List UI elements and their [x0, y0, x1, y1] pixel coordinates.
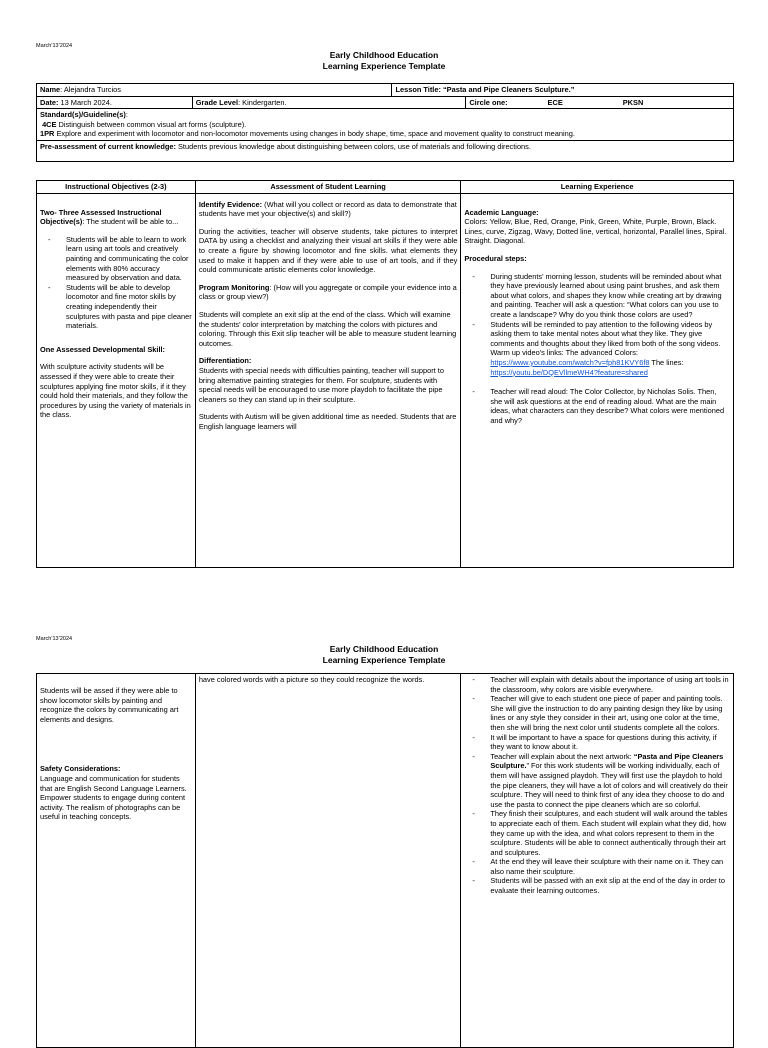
document-subtitle: Learning Experience Template	[322, 61, 446, 71]
dev-skill-text: With sculpture activity students will be assessed if they were able to create their sculptures applying fine motor skills, if it they could hold their materials, and they follow the procedures by using the variety of materials in the class.	[40, 362, 191, 420]
assessment-cell: Identify Evidence: (What will you collect or record as data to demonstrate that students have met your objective(s) and skill?) During the activities, teacher will observe students, take pictures to interpret DATA by using a checklist and analyzing their visual art skills if they were able to create a figure by showing locomotor and fine skills. what elements they used to make it happen and if they were able to use of art tools, and if they could communicate artistic elements color knowledge. Program Monitoring: (How will you aggregate or compile your evidence into a class or group view?) Students will complete an exit slip at the end of the class. Which will examine the students' color interpretation by matching the colors with pictures and coloring. Through this Exit slip teacher will be able to measure student learning outcomes. Differentiation: Students with special needs with difficulties painting, teacher will support to bring alternative painting strategies for them. For sculpture, students with special needs will be encouraged to use more playdoh to facilitate the pipe cleaners so they can stand up in their sculpture. Students with Autism will be given additional time as needed. Students that are English language learners will	[195, 193, 461, 567]
list-item: - Teacher will explain about the next artwork: “Pasta and Pipe Cleaners Sculpture.” For this work students will be working individually, each of them will have assigned playdoh. They will first use the playdoh to hold the pipe cleaners, they will have a lot of colors and will creatively do their sculpture. They will need to think first of any idea they choose to do and use the pasta to connect the pipe cleaners which are so colorful.	[490, 752, 730, 810]
objectives-cell: Two- Three Assessed Instructional Objective(s): The student will be able to... - Students will be able to learn to work learn using art tools and creatively painting and communicating the color elements with 80% accuracy measured by observation and data. - Students will be able to develop locomotor and fine motor skills by creating independently their sculptures with pasta and pipe cleaner materials. One Assessed Developmental Skill: With sculpture activity students will be assessed if they were able to create their sculptures applying fine motor skills, if it they could hold their materials, and they follow the procedures by using the variety of materials in the class.	[37, 193, 196, 567]
differentiation-heading: Differentiation:	[198, 356, 252, 366]
list-item: - Students will be able to learn to work learn using art tools and creatively painting and communicating the color elements with 80% accuracy measured by observation and data.	[66, 235, 192, 283]
objectives-list	[40, 235, 192, 331]
assessment-cell	[195, 674, 461, 1048]
list-item: - During students' morning lesson, students will be reminded about what they have previously learned about using paint brushes, and ask them about what colors, and shapes they know while creating art by drawing and painting. Teacher will ask a question: “What colors can you use to create a landscape? Why do you think those colors are used?	[490, 272, 730, 320]
header-learning-experience: Learning Experience	[461, 181, 734, 194]
name-cell: Name: Alejandra Turcios	[37, 84, 392, 97]
objectives-cell	[37, 674, 196, 1048]
lesson-plan-table-continued	[36, 673, 734, 1048]
objectives-continued-text: Students will be assed if they were able to show locomotor skills by painting and recognize the colors by communicating art elements and designs.	[40, 686, 179, 724]
circle-one-cell: Circle one: ECE PKSN	[466, 96, 734, 109]
evidence-text: During the activities, teacher will observe students, take pictures to interpret DATA by using a checklist and analyzing their visual art skills if they were able to create a figure by showing locomotor and fine skills. what elements they used to make it happen and if they were able to use of art tools, and if they could communicate artistic elements color knowledge.	[198, 226, 458, 275]
video-link-lines[interactable]: https://youtu.be/DQEVllmeWH4?feature=shared	[490, 367, 648, 377]
lesson-plan-table	[36, 180, 734, 568]
lesson-title-cell: Lesson Title: “Pasta and Pipe Cleaners Sculpture.”	[392, 84, 734, 97]
list-item: - It will be important to have a space for questions during this activity, if they want to know about it.	[490, 733, 730, 752]
page-date: March’13’2024	[36, 43, 73, 49]
date-cell: Date: 13 March 2024.	[37, 96, 193, 109]
differentiation-text-2: Students with Autism will be given additional time as needed. Students that are English language learners will	[198, 412, 457, 431]
procedural-steps-list	[464, 272, 730, 426]
assessment-continued-text: have colored words with a picture so they could recognize the words.	[198, 675, 425, 684]
list-item: - Teacher will read aloud: The Color Collector, by Nicholas Solis. Then, she will ask questions at the end of reading aloud. What are the main ideas, what characters can they describe? What colors were mentioned and why?	[490, 387, 730, 425]
document-subtitle: Learning Experience Template	[322, 655, 446, 665]
list-item: - At the end they will leave their sculpture with their name on it. They can also name their sculpture.	[490, 857, 730, 876]
monitoring-text: Students will complete an exit slip at the end of the class. Which will examine the students' color interpretation by matching the colors with pictures and coloring. Through this Exit slip teacher will be able to measure student learning outcomes.	[198, 309, 457, 348]
document-title: Early Childhood Education	[329, 644, 439, 654]
grade-level-cell: Grade Level: Kindergarten.	[192, 96, 466, 109]
list-item: - Students will be reminded to pay attention to the following videos by asking them to take mental notes about what they like. They give comments and thoughts about they liked from both of the song videos. Warm up video's links: The advanced Colors: https://www.youtube.com/watch?v=fph81KVY6f8 The lines: https://youtu.be/DQEVllmeWH4?feature=shared	[490, 320, 730, 378]
list-item: - Students will be able to develop locomotor and fine motor skills by creating independently their sculptures with pasta and pipe cleaner materials.	[66, 283, 192, 331]
academic-language-heading: Academic Language:	[464, 207, 539, 217]
learning-experience-cell	[461, 193, 734, 567]
procedural-heading: Procedural steps:	[464, 253, 527, 263]
dev-skill-heading: One Assessed Developmental Skill:	[40, 344, 166, 354]
header-objectives: Instructional Objectives (2-3)	[37, 181, 196, 194]
standards-cell: Standard(s)/Guideline(s): 4CE Distinguish between common visual art forms (sculpture). 1PR Explore and experiment with locomotor and non-locomotor movements using changes in body shape, time, space and movement quality to construct meaning.	[37, 109, 734, 141]
page-2	[0, 630, 768, 1024]
info-table	[36, 83, 734, 162]
safety-text: Language and communication for students that are English Second Language Learners. Empower students to engage during content activity. The realism of photographs can be useful in teaching concepts.	[40, 773, 187, 822]
header-assessment: Assessment of Student Learning	[195, 181, 461, 194]
list-item: - Teacher will explain with details about the importance of using art tools in the classroom, why colors are visible everywhere.	[490, 675, 730, 694]
list-item: - Students will be passed with an exit slip at the end of the day in order to evaluate their learning outcomes.	[490, 876, 730, 895]
page-date: March’13’2024	[36, 636, 73, 642]
safety-heading: Safety Considerations:	[40, 764, 121, 774]
differentiation-text: Students with special needs with difficulties painting, teacher will support to bring alternative painting strategies for them. For sculpture, students with special needs will be encouraged to use more playdoh to facilitate the pipe cleaners so they can stand up in their sculpture.	[198, 365, 444, 404]
procedural-steps-list	[464, 675, 730, 896]
academic-language-text: Colors: Yellow, Blue, Red, Orange, Pink, Green, White, Purple, Brown, Black. Lines, curve, Zigzag, Wavy, Dotted line, vertical, horizontal, Parallel lines, Spiral. Straight. Diagonal.	[464, 217, 727, 246]
learning-experience-cell	[461, 674, 734, 1048]
list-item: - Teacher will give to each student one piece of paper and painting tools. She will give the instruction to do any painting design they like by using lines or any style they consider in their art, using one color at the time, then she will bring the next color until students complete all the colors.	[490, 694, 730, 732]
pre-assessment-cell: Pre-assessment of current knowledge: Students previous knowledge about distinguishing between colors, use of materials and following directions.	[37, 140, 734, 161]
document-title: Early Childhood Education	[329, 50, 439, 60]
list-item: - They finish their sculptures, and each student will walk around the tables to appreciate each of them. Each student will explain what they did, how they came up with the idea, and what colors represent to them in the sculpture. Students will be able to connect authentically through their art and sculptures.	[490, 809, 730, 857]
video-link-colors[interactable]: https://www.youtube.com/watch?v=fph81KVY6f8	[490, 357, 650, 367]
